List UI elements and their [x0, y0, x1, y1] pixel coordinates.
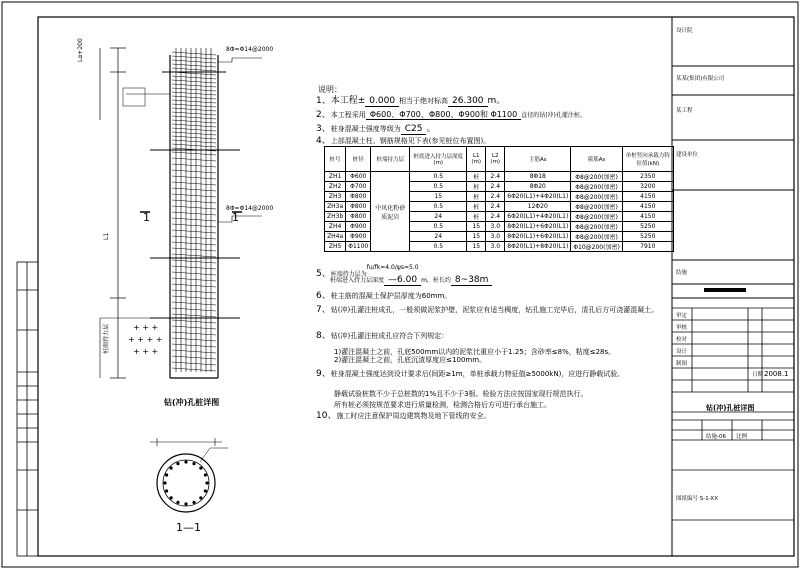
stirrup	[172, 64, 216, 67]
table-cell: 3.0	[486, 242, 505, 252]
table-cell: 5250	[622, 222, 673, 232]
stirrup	[172, 96, 216, 99]
stirrup	[172, 218, 216, 221]
stirrup	[172, 158, 216, 161]
col-header: L1 (m)	[467, 147, 486, 172]
stirrup	[172, 314, 216, 317]
note-6: 6、桩主筋的混凝土保护层厚度为60mm。	[316, 291, 452, 301]
stirrup	[172, 76, 216, 79]
section-mark-right: 1	[232, 211, 239, 224]
note-2: 2、本工程采用 Φ600、Φ700、Φ800、Φ900和 Φ1100 直径的钻(冲)孔灌注桩。	[316, 110, 586, 120]
table-cell: Φ8@200(加密)	[571, 202, 623, 212]
table-cell: Φ10@200(加密)	[571, 242, 623, 252]
col-header: 桩号	[325, 147, 346, 172]
stirrup	[172, 152, 216, 155]
stirrup	[172, 164, 216, 167]
stirrup	[172, 52, 216, 55]
top-dimension-label: Lα+200	[77, 38, 84, 62]
table-cell: ZH1	[325, 172, 346, 182]
table-cell: Φ1100	[346, 242, 371, 252]
table-cell: Φ800	[346, 212, 371, 222]
stirrup	[172, 100, 216, 103]
table-cell: 8Φ20(L1)+6Φ20(L1)	[505, 232, 571, 242]
table-cell: 桩	[467, 202, 486, 212]
stirrup	[172, 144, 216, 147]
table-row	[325, 172, 674, 182]
table-cell: Φ600	[346, 172, 371, 182]
stirrup	[172, 136, 216, 139]
table-cell: Φ900	[346, 222, 371, 232]
table-cell: 桩	[467, 182, 486, 192]
table-cell: 中风化粉砂质泥岩	[371, 172, 410, 252]
table-cell: Φ8@200(加密)	[571, 222, 623, 232]
table-cell: ZH2	[325, 182, 346, 192]
stage-label: 结施	[676, 270, 688, 276]
stirrup	[172, 200, 216, 203]
stirrup	[172, 104, 216, 107]
stirrup	[172, 290, 216, 293]
table-cell: 3200	[622, 182, 673, 192]
table-cell: Φ8@200(加密)	[571, 212, 623, 222]
note-14: 10、施工时应注意保护周边建筑物及地下管线的安全。	[316, 411, 491, 421]
stirrup	[172, 188, 216, 191]
stirrup	[172, 338, 216, 341]
table-cell: 24	[410, 232, 467, 242]
svg-text:+ + +: + + +	[133, 347, 159, 356]
rebar-dot	[192, 501, 195, 504]
stirrup	[172, 266, 216, 269]
stirrup	[172, 112, 216, 115]
table-cell: 桩	[467, 172, 486, 182]
table-cell: Φ800	[346, 192, 371, 202]
table-cell: ZH3b	[325, 212, 346, 222]
company-label: 设计院	[676, 28, 693, 34]
table-cell: Φ8@200(加密)	[571, 232, 623, 242]
sub-project: 某工程	[676, 108, 693, 114]
stirrup	[172, 254, 216, 257]
svg-text:+ + + +: + + + +	[128, 335, 163, 344]
table-cell: 2.4	[486, 182, 505, 192]
table-cell: Φ700	[346, 182, 371, 192]
stirrup	[172, 182, 216, 185]
table-cell: 4150	[622, 212, 673, 222]
footer-note: 图纸编号 S-1-XX	[676, 496, 718, 502]
stirrup	[172, 132, 216, 135]
note-7: 7、钻(冲)孔灌注桩成孔，一般须做泥浆护壁，泥浆应有适当稠度，钻孔施工完毕后，清孔后方可浇灌混凝土。	[316, 305, 659, 315]
logo-bar	[704, 288, 746, 292]
stirrup	[172, 308, 216, 311]
col-header: L2 (m)	[486, 147, 505, 172]
table-cell: 2.4	[486, 172, 505, 182]
note-13: 所有桩必须按规范要求进行质量检测，检测合格后方可进行承台施工。	[334, 401, 551, 409]
rebar-dot	[204, 489, 207, 492]
note-5-values: 桩端进入持力层深度 —6.00 m，桩长约 8~38m	[330, 276, 492, 285]
table-cell: 桩	[467, 212, 486, 222]
stirrup	[172, 350, 216, 353]
stirrup	[172, 302, 216, 305]
table-cell: 6Φ20(L1)+4Φ20(L1)	[505, 212, 571, 222]
table-cell: 0.5	[410, 172, 467, 182]
note-5: 5、桩端持力层为$^{fu/fk=4.0/\psi s=5.0}$	[316, 264, 419, 279]
stirrup	[172, 320, 216, 323]
note-3: 3、桩身混凝土强度等级为 C25 。	[316, 124, 436, 134]
table-cell: Φ8@200(加密)	[571, 182, 623, 192]
sign-row-label: 审核	[676, 325, 688, 331]
rebar-dot	[184, 460, 187, 463]
project-label: 建设单位	[676, 152, 699, 158]
stirrup	[172, 242, 216, 245]
table-cell: 2.4	[486, 212, 505, 222]
stirrup	[172, 176, 216, 179]
rebar-dot	[176, 462, 179, 465]
scale-label: 比例	[736, 434, 748, 440]
table-cell: Φ900	[346, 232, 371, 242]
stirrup	[172, 170, 216, 173]
table-cell: 0.5	[410, 202, 467, 212]
rebar-note-mid: 8Φ=Φ14@2000	[226, 205, 274, 212]
stirrup	[172, 120, 216, 123]
note-11: 9、桩身混凝土强度达到设计要求后(间距≥1m，单桩承载力特征值≥5000kN)，应进行静载试验。	[316, 369, 625, 379]
table-cell: 0.5	[410, 182, 467, 192]
table-cell: 8Φ18	[505, 172, 571, 182]
table-cell: 15	[467, 232, 486, 242]
elevation-title: 钻(冲)孔桩详图	[164, 398, 220, 407]
stirrup	[172, 108, 216, 111]
table-cell: 3.0	[486, 222, 505, 232]
table-cell: ZH3	[325, 192, 346, 202]
stirrup	[172, 124, 216, 127]
table-cell: 6Φ20(L1)+4Φ20(L1)	[505, 192, 571, 202]
table-cell: Φ800	[346, 202, 371, 212]
rebar-dot	[199, 496, 202, 499]
note-4: 4、上部混凝土柱、钢筋规格见下表(参见桩位布置图)。	[316, 136, 491, 146]
table-cell: Φ8@200(加密)	[571, 172, 623, 182]
rebar-note-top: 8Φ=Φ14@2000	[226, 46, 274, 53]
stirrup	[172, 368, 216, 371]
stirrup	[172, 84, 216, 87]
stirrup	[172, 68, 216, 71]
stirrup	[172, 356, 216, 359]
stirrup	[172, 236, 216, 239]
sign-row-label: 制图	[676, 361, 688, 367]
client-name: 某某(集团)有限公司	[676, 76, 725, 82]
section-1-1	[150, 438, 228, 512]
rebar-dot	[170, 496, 173, 499]
col-header: 桩端持力层	[371, 147, 410, 172]
date-label: 日期	[752, 372, 764, 378]
stirrup	[172, 56, 216, 59]
table-cell: 24	[410, 212, 467, 222]
stirrup	[172, 224, 216, 227]
table-cell: 7910	[622, 242, 673, 252]
stirrup	[172, 80, 216, 83]
col-header: 单桩竖向承载力特征值(kN)	[622, 147, 673, 172]
rebar-dot	[199, 467, 202, 470]
section-rebar-dots	[163, 460, 208, 505]
section-title: 1—1	[176, 521, 201, 534]
stirrup	[172, 362, 216, 365]
stirrup	[172, 230, 216, 233]
table-cell: 5250	[622, 232, 673, 242]
table-cell: 15	[467, 242, 486, 252]
rebar-dot	[165, 473, 168, 476]
stirrup	[172, 212, 216, 215]
rebar-dot	[192, 462, 195, 465]
rebar-dot	[163, 481, 166, 484]
table-cell: 2.4	[486, 192, 505, 202]
note-10: 2)灌注混凝土之前，孔底沉渣厚度应≤100mm。	[334, 356, 487, 364]
stirrup	[172, 194, 216, 197]
table-cell: 3.0	[486, 232, 505, 242]
table-cell: 4150	[622, 192, 673, 202]
stirrup	[172, 128, 216, 131]
table-cell: 15	[467, 222, 486, 232]
table-cell: ZH4a	[325, 232, 346, 242]
svg-text:+ + +: + + +	[133, 323, 159, 332]
stirrup	[172, 206, 216, 209]
table-cell: ZH5	[325, 242, 346, 252]
table-header-row	[325, 147, 674, 172]
table-cell: 2350	[622, 172, 673, 182]
soil-hatch	[128, 323, 162, 356]
stirrup	[172, 326, 216, 329]
length-dimension-label: L1	[103, 232, 110, 240]
sheet-no: 结施-06	[706, 434, 726, 440]
bearing-layer-label: 桩端持力层	[103, 323, 110, 354]
rebar-dot	[184, 502, 187, 505]
table-cell: 0.5	[410, 242, 467, 252]
date-value: 2008.1	[764, 370, 789, 378]
sign-row-label: 审定	[676, 313, 688, 319]
rebar-dot	[205, 481, 208, 484]
table-cell: 2.4	[486, 202, 505, 212]
note-8: 8、钻(冲)孔灌注桩成孔应符合下列规定：	[316, 331, 449, 341]
col-header: 桩底进入持力层深度(m)	[410, 147, 467, 172]
rebar-dot	[204, 473, 207, 476]
note-9: 1)灌注混凝土之前，孔底500mm以内的泥浆比重应小于1.25；含砂率≤8%，粘度≤28s。	[334, 348, 616, 356]
table-cell: 15	[410, 192, 467, 202]
drawing-name: 钻(冲)孔桩详图	[706, 404, 755, 412]
stirrup	[172, 296, 216, 299]
stirrup	[172, 140, 216, 143]
col-header: 桩径	[346, 147, 371, 172]
notes-heading: 说明：	[318, 85, 342, 94]
rebar-dot	[176, 501, 179, 504]
col-header: 箍筋As	[571, 147, 623, 172]
note-12: 静载试验桩数不少于总桩数的1%且不少于3根。检验方法应按国家现行规范执行。	[334, 390, 588, 398]
col-header: 主筋As	[505, 147, 571, 172]
table-cell: 0.5	[410, 222, 467, 232]
table-cell: 8Φ20(L1)+6Φ20(L1)	[505, 222, 571, 232]
note-1: 1、本工程± 0.000 相当于绝对标高 26.300 m。	[316, 96, 506, 106]
pile-table	[324, 146, 674, 252]
table-cell: 桩	[467, 192, 486, 202]
section-mark-left: 1	[143, 211, 150, 224]
sign-row-label: 校对	[676, 337, 688, 343]
stirrup	[172, 60, 216, 63]
stirrup	[172, 92, 216, 95]
table-cell: 12Φ20	[505, 202, 571, 212]
table-cell: 8Φ20(L1)+8Φ20(L1)	[505, 242, 571, 252]
table-cell: ZH4	[325, 222, 346, 232]
stirrup	[172, 278, 216, 281]
stirrup	[172, 272, 216, 275]
stirrup	[172, 344, 216, 347]
table-cell: Φ8@200(加密)	[571, 192, 623, 202]
rebar-dot	[170, 467, 173, 470]
rebar-dot	[165, 489, 168, 492]
stirrup	[172, 248, 216, 251]
stirrup	[172, 116, 216, 119]
stirrup	[172, 332, 216, 335]
table-cell: 4150	[622, 202, 673, 212]
table-cell: 8Φ20	[505, 182, 571, 192]
stirrup	[172, 260, 216, 263]
stirrup	[172, 284, 216, 287]
sign-row-label: 设计	[676, 349, 688, 355]
stirrup	[172, 88, 216, 91]
table-cell: ZH3a	[325, 202, 346, 212]
